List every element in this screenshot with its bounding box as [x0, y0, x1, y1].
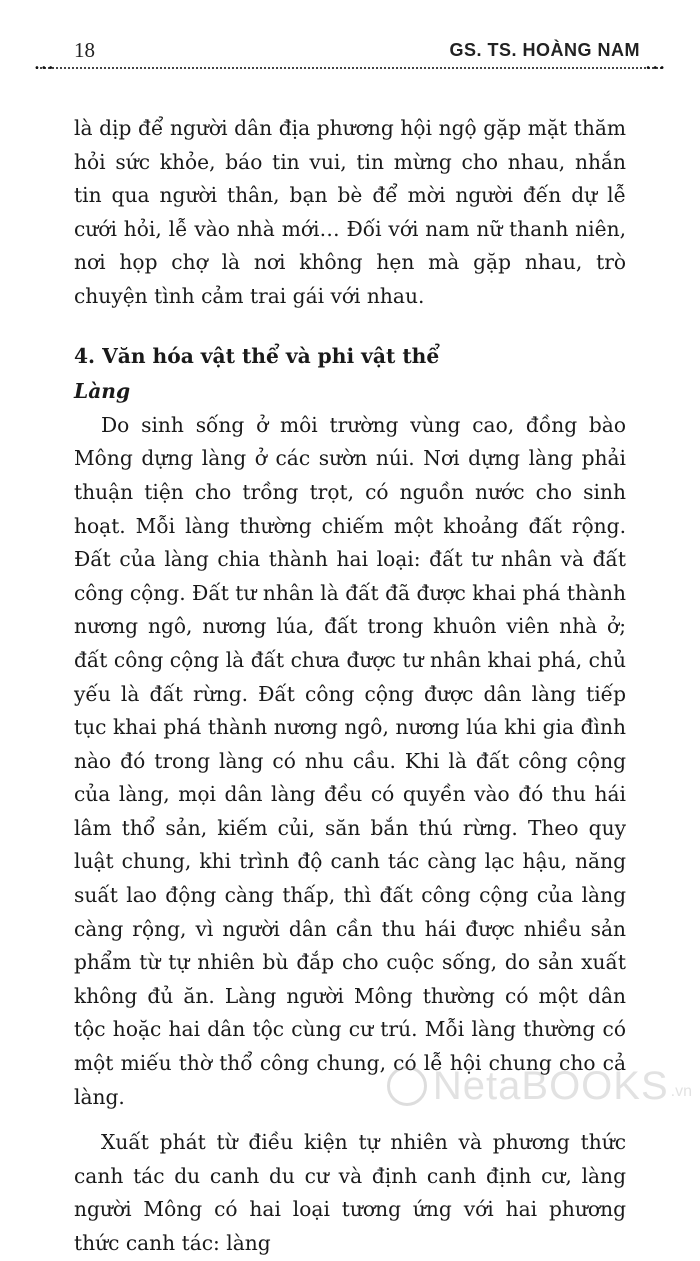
- paragraph-xuat-phat: Xuất phát từ điều kiện tự nhiên và phương thức canh tác du canh du cư và định canh định cư, làng người Mông có hai loại tương ứng với hai phương thức canh tác: làng: [74, 1130, 626, 1255]
- paragraph-intro: là dịp để người dân địa phương hội ngộ gặp mặt thăm hỏi sức khỏe, báo tin vui, tin mừng cho nhau, nhắn tin qua người thân, bạn bè để mời người đến dự lễ cưới hỏi, lễ vào nhà mới… Đối với nam nữ thanh niên, nơi họp chợ là nơi không hẹn mà gặp nhau, trò chuyện tình cảm trai gái với nhau.: [74, 116, 626, 308]
- divider-dots-left: •••: [34, 63, 55, 74]
- sub-heading: Làng: [74, 379, 131, 404]
- divider-dots-right: •••: [645, 63, 666, 74]
- running-head: GS. TS. HOÀNG NAM: [449, 40, 640, 60]
- watermark: [387, 1063, 692, 1109]
- section-heading: 4. Văn hóa vật thể và phi vật thể: [74, 343, 440, 368]
- watermark-logo-icon: [387, 1066, 427, 1106]
- paragraph-lang: Do sinh sống ở môi trường vùng cao, đồng bào Mông dựng làng ở các sườn núi. Nơi dựng làng phải thuận tiện cho trồng trọt, có nguồn nước cho sinh hoạt. Mỗi làng thường chiếm một khoảng đất rộng. Đất của làng chia thành hai loại: đất tư nhân và đất công cộng. Đất tư nhân là đất đã được khai phá thành nương ngô, nương lúa, đất trong khuôn viên nhà ở; đất công cộng là đất chưa được tư nhân khai phá, chủ yếu là đất rừng. Đất công cộng được dân làng tiếp tục khai phá thành nương ngô, nương lúa khi gia đình nào đó trong làng có nhu cầu. Khi là đất công cộng của làng, mọi dân làng đều có quyền vào đó thu hái lâm thổ sản, kiếm củi, săn bắn thú rừng. Theo quy luật chung, khi trình độ canh tác càng lạc hậu, năng suất lao động càng thấp, thì đất công cộng của làng càng rộng, vì người dân cần thu hái được nhiều sản phẩm từ tự nhiên bù đắp cho cuộc sống, do sản xuất không đủ ăn. Làng người Mông thường có một dân tộc hoặc hai dân tộc cùng cư trú. Mỗi làng thường có một miếu thờ thổ công chung, có lễ hội chung cho cả làng.: [74, 412, 626, 1109]
- watermark-suffix: .vn: [670, 1083, 692, 1100]
- watermark-brand: NetaBOOKS: [432, 1063, 669, 1108]
- page-number: 18: [74, 38, 95, 62]
- page-header: [40, 30, 660, 60]
- header-divider: [36, 67, 662, 69]
